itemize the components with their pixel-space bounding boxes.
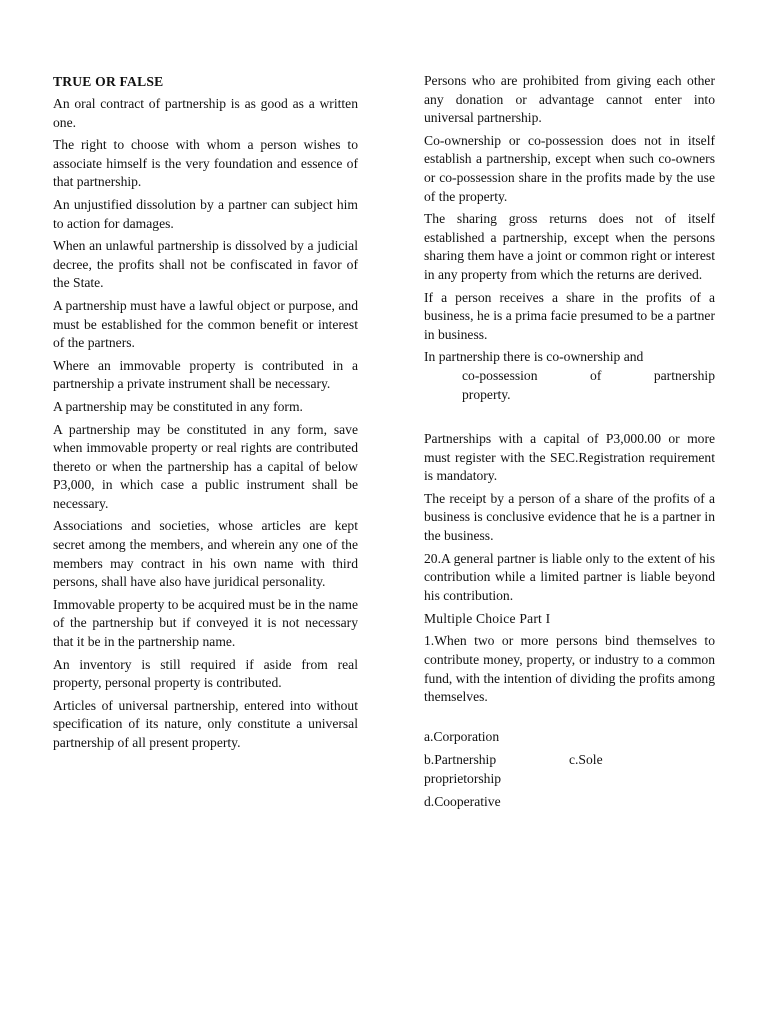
statement-line: co-possession of partnership property.	[462, 367, 715, 402]
statement: Immovable property to be acquired must be in the name of the partnership but if conveyed it is not necessary that it be in the partnership name.	[53, 596, 358, 650]
statement: If a person receives a share in the profits of a business, he is a prima facie presumed to be a partner in business.	[424, 289, 715, 342]
statement: Co-ownership or co-possession does not in itself establish a partnership, except when such co-owners or co-possession share in the profits made by the use of the property.	[424, 132, 715, 204]
statement: Where an immovable property is contributed in a partnership a private instrument shall be necessary.	[53, 357, 358, 392]
statement: The sharing gross returns does not of itself established a partnership, except when the persons sharing them have a joint or common right or interest in any property from which the returns are derived.	[424, 211, 715, 282]
option-c: c.Sole	[569, 751, 603, 767]
statement: A partnership must have a lawful object or purpose, and must be established for the common benefit or interest of the partners.	[53, 297, 358, 351]
statement: An inventory is still required if aside from real property, personal property is contributed.	[53, 656, 358, 691]
statement: When an unlawful partnership is dissolved by a judicial decree, the profits shall not be confiscated in favor of the State.	[53, 238, 358, 291]
statement: An unjustified dissolution by a partner can subject him to action for damages.	[53, 196, 358, 231]
option-c-continued: proprietorship	[424, 770, 502, 786]
option-a: a.Corporation	[424, 728, 500, 744]
statement: Persons who are prohibited from giving each other any donation or advantage cannot enter into universal partnership.	[424, 73, 715, 126]
statement: 20.A general partner is liable only to the extent of his contribution while a limited partner is liable beyond his contribution.	[424, 550, 715, 603]
statement: The receipt by a person of a share of the profits of a business is conclusive evidence that he is a partner in the business.	[424, 490, 715, 544]
option-b: b.Partnership	[424, 751, 497, 767]
statement: The right to choose with whom a person wishes to associate himself is the very foundation and essence of that partnership.	[53, 137, 358, 190]
statement: Associations and societies, whose articles are kept secret among the members, and wherein any one of the members may contract in his own name with third persons, shall have also have juridical personality.	[53, 518, 358, 590]
left-column	[53, 72, 358, 757]
spacer	[424, 711, 715, 727]
statement: An oral contract of partnership is as good as a written one.	[53, 96, 358, 130]
mc-question: 1.When two or more persons bind themselves to contribute money, property, or industry to a common fund, with the intention of dividing the profits among themselves.	[424, 633, 715, 705]
section-heading-multiple-choice: Multiple Choice Part I	[424, 611, 551, 627]
statement-coownership	[424, 348, 715, 404]
right-column	[424, 72, 715, 815]
statement-line: In partnership there is co-ownership and	[424, 349, 644, 365]
section-heading-true-or-false: TRUE OR FALSE	[53, 74, 164, 89]
statement: A partnership may be constituted in any form.	[53, 398, 303, 414]
option-row-bc	[424, 750, 715, 769]
statement: Partnerships with a capital of P3,000.00 or more must register with the SEC.Registration requirement is mandatory.	[424, 431, 715, 484]
statement: Articles of universal partnership, entered into without specification of its nature, only constitute a universal partnership of all present property.	[53, 697, 358, 750]
statement: A partnership may be constituted in any form, save when immovable property or real rights are contributed thereto or when the partnership has a capital of below P3,000, in which case a public instrument shall be necessary.	[53, 421, 358, 511]
option-d: d.Cooperative	[424, 793, 501, 809]
spacer	[424, 408, 715, 430]
